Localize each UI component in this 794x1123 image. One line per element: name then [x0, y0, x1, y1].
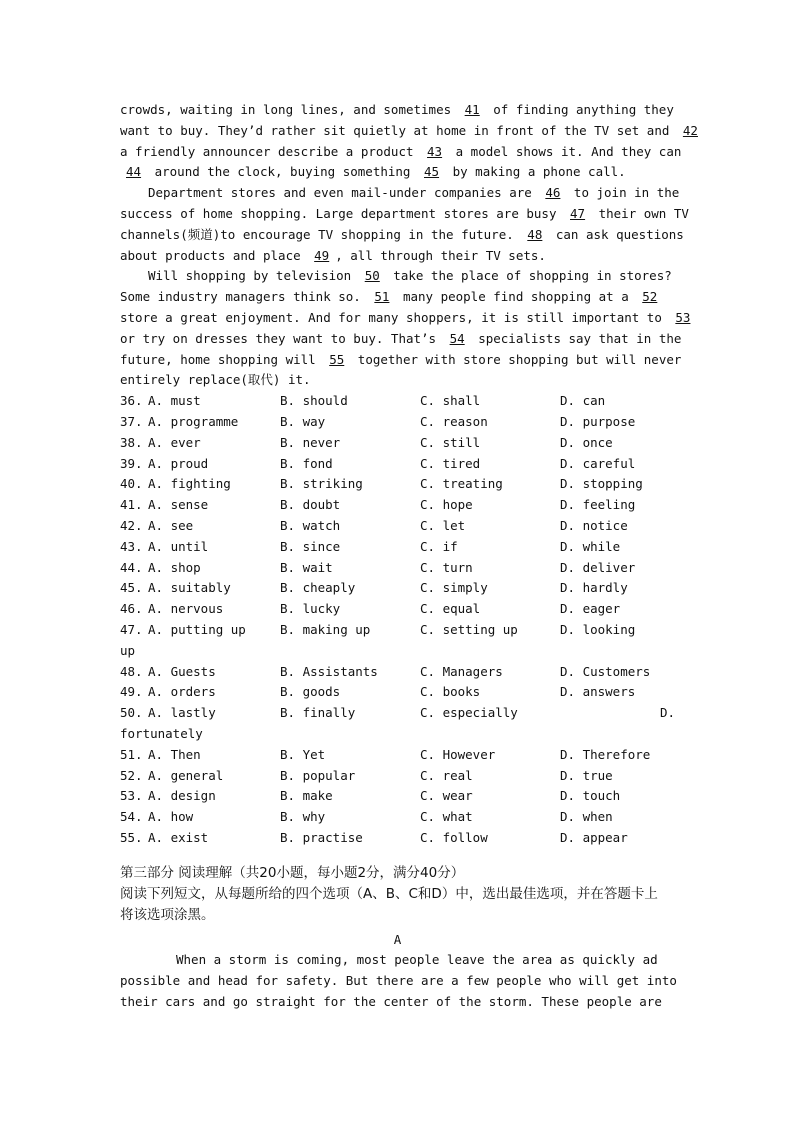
- passage-line: [120, 183, 680, 204]
- question-row: [120, 578, 675, 599]
- question-row: [120, 474, 675, 495]
- passage-text: by making a phone call.: [445, 164, 626, 180]
- option-c: C. books: [420, 684, 481, 700]
- option-b: B. since: [280, 538, 341, 554]
- option-c: C. let: [420, 517, 466, 533]
- question-row: [120, 786, 675, 807]
- option-d: D. hardly: [560, 580, 628, 596]
- option-b: B. fond: [280, 455, 333, 471]
- option-b: B. practise: [280, 829, 363, 845]
- option-a: A. suitably: [148, 580, 231, 596]
- passage-line: [120, 350, 682, 371]
- question-number: 48.: [120, 663, 143, 679]
- passage-line: [120, 225, 684, 246]
- option-b: B. Assistants: [280, 663, 378, 679]
- option-b: B. goods: [280, 684, 341, 700]
- option-c: C. follow: [420, 829, 488, 845]
- option-d: D. can: [560, 393, 606, 409]
- option-a: A. shop: [148, 559, 201, 575]
- option-b: B. watch: [280, 517, 341, 533]
- option-d: D. true: [560, 767, 613, 783]
- option-c: C. still: [420, 434, 481, 450]
- passage-text: want to buy. They’d rather sit quietly at home in front of the TV set and: [120, 122, 677, 138]
- option-d: D. answers: [560, 684, 636, 700]
- blank-53: 53: [675, 309, 691, 325]
- option-b: B. should: [280, 393, 348, 409]
- question-row: [120, 620, 675, 641]
- blank-51: 51: [374, 289, 390, 305]
- option-a: A. fighting: [148, 476, 231, 492]
- option-d: D. notice: [560, 517, 628, 533]
- section-instruction: 阅读下列短文，从每题所给的四个选项（A、B、C和D）中，选出最佳选项，并在答题卡上: [120, 885, 658, 902]
- question-row: [120, 703, 675, 724]
- option-c: C. especially: [420, 705, 518, 721]
- question-row: [120, 766, 675, 787]
- passage-line: [120, 142, 682, 163]
- reading-line: their cars and go straight for the center of the storm. These people are: [120, 994, 662, 1010]
- passage-text: specialists say that in the: [470, 330, 682, 346]
- option-b: B. popular: [280, 767, 356, 783]
- option-a: A. Guests: [148, 663, 216, 679]
- question-row: [120, 807, 675, 828]
- option-a: A. proud: [148, 455, 209, 471]
- section-three: [120, 863, 675, 926]
- passage-text: crowds, waiting in long lines, and sometimes: [120, 102, 459, 117]
- passage-text: can ask questions: [548, 226, 684, 242]
- option-c: C. treating: [420, 476, 503, 492]
- blank-52: 52: [642, 289, 658, 305]
- section-heading: 第三部分 阅读理解（共20小题，每小题2分，满分40分）: [120, 864, 465, 881]
- passage-text: many people find shopping at a: [395, 289, 637, 305]
- option-d: D. eager: [560, 601, 621, 617]
- option-a: A. Then: [148, 746, 201, 762]
- option-b: B. striking: [280, 476, 363, 492]
- passage-line: [120, 308, 691, 329]
- option-a: A. general: [148, 767, 224, 783]
- passage-text: store a great enjoyment. And for many shoppers, it is still important to: [120, 309, 670, 325]
- option-d: D. feeling: [560, 497, 636, 513]
- question-row: [120, 412, 675, 433]
- option-a: A. sense: [148, 497, 209, 513]
- options-list: [120, 391, 675, 849]
- passage-text: of finding anything they: [485, 102, 674, 117]
- option-c: C. simply: [420, 580, 488, 596]
- blank-42: 42: [682, 122, 698, 138]
- option-b: B. make: [280, 788, 333, 804]
- option-a: A. programme: [148, 413, 239, 429]
- passage-line: [120, 329, 682, 350]
- passage-text: entirely replace(取代) it.: [120, 372, 311, 388]
- question-number: 38.: [120, 434, 143, 450]
- option-d: D. careful: [560, 455, 636, 471]
- question-number: 43.: [120, 538, 143, 554]
- option-d: D. purpose: [560, 413, 636, 429]
- option-d: D.: [659, 705, 675, 721]
- question-number: 55.: [120, 829, 143, 845]
- option-wrap: fortunately: [120, 725, 203, 741]
- blank-44: 44: [126, 164, 142, 180]
- blank-45: 45: [424, 164, 440, 180]
- blank-55: 55: [329, 351, 345, 367]
- option-b: B. doubt: [280, 497, 341, 513]
- reading-line: When a storm is coming, most people leave the area as quickly ad: [176, 952, 658, 968]
- question-number: 50.: [120, 705, 143, 721]
- option-c: C. Managers: [420, 663, 503, 679]
- option-a: A. nervous: [148, 601, 224, 617]
- option-b: B. cheaply: [280, 580, 356, 596]
- cloze-passage: [120, 100, 698, 391]
- blank-41: 41: [464, 102, 480, 117]
- passage-text: together with store shopping but will never: [350, 351, 682, 367]
- passage-line: [120, 246, 675, 267]
- option-c: C. setting up: [420, 621, 518, 637]
- passage-text: a model shows it. And they can: [448, 143, 682, 159]
- question-number: 39.: [120, 455, 143, 471]
- option-c: C. wear: [420, 788, 473, 804]
- option-c: C. turn: [420, 559, 473, 575]
- option-d: D. appear: [560, 829, 628, 845]
- passage-line: [120, 266, 675, 287]
- question-number: 45.: [120, 580, 143, 596]
- option-a: A. lastly: [148, 705, 216, 721]
- option-a: A. see: [148, 517, 194, 533]
- option-d: D. when: [560, 809, 613, 825]
- option-a: A. putting up: [148, 621, 246, 637]
- passage-line: [120, 204, 689, 225]
- question-number: 42.: [120, 517, 143, 533]
- option-d: D. Therefore: [560, 746, 651, 762]
- question-number: 44.: [120, 559, 143, 575]
- option-d: D. touch: [560, 788, 621, 804]
- option-c: C. real: [420, 767, 473, 783]
- passage-text: about products and place: [120, 247, 309, 263]
- question-number: 49.: [120, 684, 143, 700]
- option-c: C. hope: [420, 497, 473, 513]
- passage-line: [120, 162, 675, 183]
- option-a: A. orders: [148, 684, 216, 700]
- option-b: B. finally: [280, 705, 356, 721]
- question-number: 46.: [120, 601, 143, 617]
- option-c: C. if: [420, 538, 458, 554]
- question-row: [120, 662, 675, 683]
- question-row: [120, 828, 675, 849]
- option-b: B. lucky: [280, 601, 341, 617]
- question-number: 54.: [120, 809, 143, 825]
- blank-47: 47: [570, 205, 586, 221]
- question-row: [120, 682, 675, 703]
- passage-line: [120, 287, 675, 308]
- passage-line: [120, 121, 698, 142]
- passage-text: to join in the: [566, 185, 680, 201]
- question-row: [120, 391, 675, 412]
- passage-line: [120, 370, 675, 391]
- option-c: C. what: [420, 809, 473, 825]
- reading-passage-a: [120, 950, 675, 1012]
- option-c: C. shall: [420, 393, 481, 409]
- question-row: [120, 537, 675, 558]
- question-number: 40.: [120, 476, 143, 492]
- option-d: D. deliver: [560, 559, 636, 575]
- option-b: B. why: [280, 809, 326, 825]
- passage-text: around the clock, buying something: [147, 164, 418, 180]
- passage-text: take the place of shopping in stores?: [385, 268, 672, 284]
- option-wrap: up: [120, 642, 136, 658]
- option-d: D. while: [560, 538, 621, 554]
- question-row: [120, 516, 675, 537]
- passage-text: Some industry managers think so.: [120, 289, 369, 305]
- blank-43: 43: [427, 143, 443, 159]
- passage-text: Will shopping by television: [148, 268, 359, 284]
- blank-48: 48: [527, 226, 543, 242]
- passage-text: a friendly announcer describe a product: [120, 143, 422, 159]
- option-c: C. However: [420, 746, 496, 762]
- passage-text: or try on dresses they want to buy. That’s: [120, 330, 444, 346]
- passage-text: their own TV: [591, 205, 689, 221]
- option-a: A. must: [148, 393, 201, 409]
- question-number: 41.: [120, 497, 143, 513]
- option-b: B. wait: [280, 559, 333, 575]
- option-d: D. once: [560, 434, 613, 450]
- question-row: [120, 433, 675, 454]
- option-a: A. how: [148, 809, 194, 825]
- section-instruction-cont: 将该选项涂黑。: [120, 906, 215, 923]
- option-a: A. design: [148, 788, 216, 804]
- question-row: [120, 454, 675, 475]
- option-b: B. Yet: [280, 746, 326, 762]
- question-number: 53.: [120, 788, 143, 804]
- question-row: [120, 745, 675, 766]
- exam-page: [120, 100, 698, 1013]
- blank-49: 49: [314, 247, 330, 263]
- option-c: C. reason: [420, 413, 488, 429]
- option-d: D. looking: [560, 621, 636, 637]
- passage-text: channels(频道)to encourage TV shopping in the future.: [120, 226, 522, 242]
- option-b: B. way: [280, 413, 326, 429]
- option-a: A. exist: [148, 829, 209, 845]
- passage-text: future, home shopping will: [120, 351, 324, 367]
- question-row: [120, 558, 675, 579]
- question-number: 47.: [120, 621, 143, 637]
- passage-text: Department stores and even mail-under companies are: [148, 185, 540, 201]
- question-number: 52.: [120, 767, 143, 783]
- option-d: D. stopping: [560, 476, 643, 492]
- passage-text: success of home shopping. Large department stores are busy: [120, 205, 565, 221]
- option-b: B. making up: [280, 621, 371, 637]
- blank-46: 46: [545, 185, 561, 201]
- option-d: D. Customers: [560, 663, 651, 679]
- question-number: 37.: [120, 413, 143, 429]
- passage-label: A: [393, 931, 402, 947]
- option-a: A. ever: [148, 434, 201, 450]
- question-number: 51.: [120, 746, 143, 762]
- blank-54: 54: [449, 330, 465, 346]
- option-a: A. until: [148, 538, 209, 554]
- question-number: 36.: [120, 393, 143, 409]
- passage-line: [120, 100, 675, 121]
- passage-text: , all through their TV sets.: [335, 247, 546, 263]
- option-c: C. tired: [420, 455, 481, 471]
- question-row: [120, 495, 675, 516]
- reading-line: possible and head for safety. But there are a few people who will get into: [120, 973, 677, 989]
- question-row: [120, 599, 675, 620]
- option-c: C. equal: [420, 601, 481, 617]
- blank-50: 50: [364, 268, 380, 284]
- option-b: B. never: [280, 434, 341, 450]
